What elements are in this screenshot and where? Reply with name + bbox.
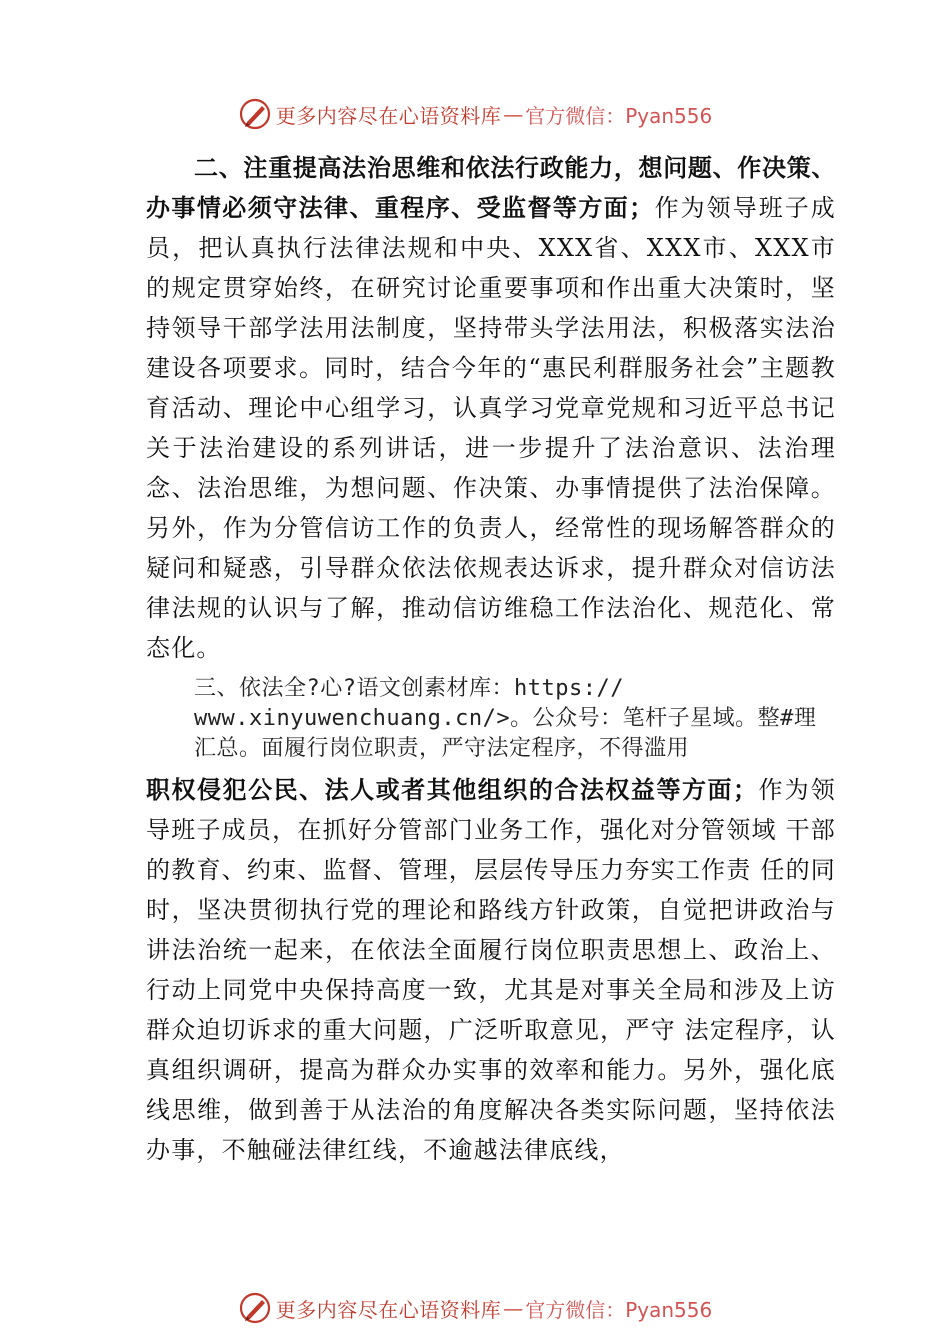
banner-separator: — [503, 1296, 524, 1320]
pen-logo-icon [238, 1291, 272, 1325]
section-3-paragraph [146, 770, 836, 1170]
section-3-body: 作为领导班子成员，在抓好分管部门业务工作，强化对分管领域 干部的教育、约束、监督、管理，层层传导压力夯实工作责 任的同时，坚决贯彻执行党的理论和路线方针政策，自觉把讲政治与讲法治统一起来，在依法全面履行岗位职责思想上、政治上、行动上同党中央保持高度一致，尤其是对事关全局和涉及上访群众迫切诉求的重大问题，广泛听取意见，严守 法定程序，认真组织调研，提高为群众办实事的效率和能力。另外，强化底线思维，做到善于从法治的角度解决各类实际问题，坚持依法办事，不触碰法律红线，不逾越法律底线， [146, 776, 836, 1164]
banner-title: 更多内容尽在心语资料库 [275, 1297, 502, 1322]
footer-banner [0, 1288, 950, 1328]
header-banner [0, 94, 950, 134]
banner-separator: — [503, 102, 524, 126]
section-2-body: 作为领导班子成员，把认真执行法律法规和中央、XXX省、XXX市、XXX市的规定贯穿始终，在研究讨论重要事项和作出重大决策时，坚持领导干部学法用法制度，坚持带头学法用法，积极落实法治建设各项要求。同时，结合今年的“惠民利群服务社会”主题教育活动、理论中心组学习，认真学习党章党规和习近平总书记关于法治建设的系列讲话，进一步提升了法治意识、法治理念、法治思维，为想问题、作决策、办事情提供了法治保障。另外，作为分管信访工作的负责人，经常性的现场解答群众的疑问和疑惑，引导群众依法依规表达诉求，提升群众对信访法律法规的认识与了解，推动信访维稳工作法治化、规范化、常态化。 [146, 194, 836, 662]
section-3-intro [146, 674, 836, 764]
section-3-intro-line-2: www.xinyuwenchuang.cn/>。公众号：笔杆子星域。整#理 [194, 706, 817, 731]
banner-wechat: 官方微信：Pyan556 [525, 103, 713, 128]
section-2-heading: 二、注重提高法治思维和依法行政能力，想问题、作决策、办事情必须守法律、重程序、受监督等方面； [146, 154, 836, 222]
pen-logo-icon [238, 97, 272, 131]
section-3-heading: 职权侵犯公民、法人或者其他组织的合法权益等方面； [146, 776, 758, 804]
section-3-intro-line-1: 三、依法全?心?语文创素材库：https:// [194, 676, 624, 701]
banner-wechat: 官方微信：Pyan556 [525, 1297, 713, 1322]
section-3-intro-line-3: 汇总。面履行岗位职责，严守法定程序，不得滥用 [194, 736, 690, 761]
banner-title: 更多内容尽在心语资料库 [275, 103, 502, 128]
document-body [146, 148, 836, 1170]
section-2-paragraph [146, 148, 836, 668]
